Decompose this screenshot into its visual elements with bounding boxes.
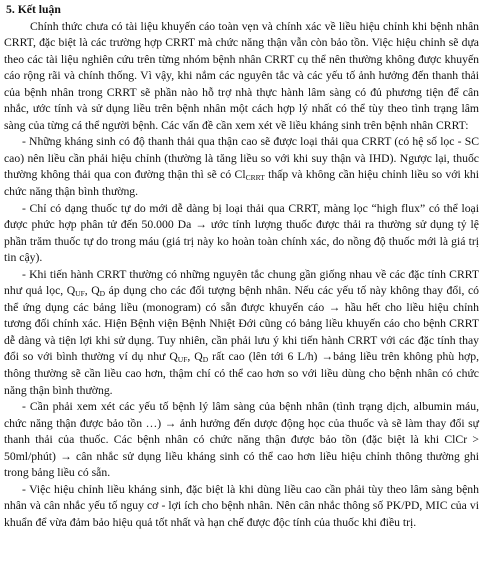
subscript-crrt: CRRT: [245, 173, 265, 183]
subscript-uf: UF: [75, 289, 85, 299]
bullet-text: , Q: [84, 284, 100, 298]
section-title: Kết luận: [17, 3, 61, 16]
subscript-uf: UF: [177, 355, 188, 365]
bullet-paragraph-crrt-settings: [4, 267, 479, 399]
section-heading: [6, 2, 479, 19]
subscript-d: D: [99, 289, 106, 299]
bullet-paragraph-renal-clearance: [4, 134, 479, 200]
section-number: 5.: [6, 3, 15, 16]
bullet-paragraph-free-drug: - Chỉ có dạng thuốc tự do mới dễ dàng bị loại thải qua CRRT, màng lọc “high flux” có thể loại được phức hợp phân tử đến 50.000 Da → ước tính lượng thuốc được thải ra thường sử dụng tỷ lệ phần trăm thuốc tự do trong máu (giá trị này ko hoàn toàn chính xác, do nồng độ thuốc mới là giá trị tin cậy).: [4, 201, 479, 265]
bullet-text: áp dụng cho các đối tượng bệnh nhân. Nếu các yếu tố này không thay đổi, có thể ứng dụng các bảng liều (monogram) có sẵn được khuyến cáo → hầu hết cho liều hiệu chỉnh tương đối chính xác. Hiện Bệnh viện Bệnh Nhiệt Đới cũng có bảng liều khuyến cáo cho bệnh CRRT dễ dàng và tiện lợi khi sử dụng. Tuy nhiên, cần phải lưu ý khi tiến hành CRRT với các đặc tính thay đổi so với bình thường ví dụ như Q: [4, 284, 479, 364]
bullet-text: - Những kháng sinh có độ thanh thải qua thận cao sẽ được loại thải qua CRRT (có hệ số lọc - SC cao) nên liều cần phải hiệu chỉnh (thường là tăng liều so với khi suy thận và IHD). Ngược lại, thuốc thường không thải qua con đường thận thì sẽ có Cl: [4, 135, 479, 182]
bullet-text: rất cao (lên tới 6 L/h) →bảng liều trên không phù hợp, thông thường sẽ cần liều cao hơn, thậm chí có thể cao hơn so với liều dùng cho bệnh nhân có chức năng thận bình thường.: [4, 350, 479, 397]
bullet-paragraph-dose-adjustment: - Việc hiệu chỉnh liều kháng sinh, đặc biệt là khi dùng liều cao cần phải tùy theo lâm sàng bệnh nhân và cân nhắc yếu tố nguy cơ - lợi ích cho bệnh nhân. Nên cân nhắc thông số PK/PD, MIC của vi khuẩn để vừa đảm bảo hiệu quả tốt nhất và hạn chế được độc tính của thuốc khi điều trị.: [4, 482, 479, 529]
bullet-text: , Q: [187, 350, 203, 364]
bullet-paragraph-clinical-factors: - Cần phải xem xét các yếu tố bệnh lý lâm sàng của bệnh nhân (tình trạng dịch, albumin máu, chức năng thận được bảo tồn …) → ảnh hưởng đến dược động học của thuốc và sẽ làm thay đổi sự thanh thải của thuốc. Các bệnh nhân có chức năng thận được bảo tồn (đặc biệt là khi ClCr > 50ml/phút) → cân nhắc sử dụng liều kháng sinh có thể cao hơn liều hiệu chỉnh thông thường ghi trong bảng liều có sẵn.: [4, 400, 479, 480]
subscript-d: D: [202, 355, 209, 365]
bullet-text-tail: thấp và không cần hiệu chỉnh liều so với khi chức năng thận bình thường.: [4, 168, 479, 199]
bullet-text: - Khi tiến hành CRRT thường có những nguyên tắc chung gần giống nhau về các đặc tính CRRT như quả lọc, Q: [4, 267, 479, 298]
intro-paragraph: Chính thức chưa có tài liệu khuyến cáo toàn vẹn và chính xác về liều hiệu chỉnh khi bệnh nhân CRRT, đặc biệt là các trường hợp CRRT mà chức năng thận vẫn còn bảo tồn. Việc hiệu chỉnh sẽ dựa theo các tài liệu nghiên cứu trên từng nhóm bệnh nhân CRRT cụ thể nên thường không được khuyến cáo rộng rãi và chính thống. Vì vậy, khi nắm các nguyên tắc và các yếu tố ảnh hưởng đến thanh thải của bệnh nhân trong CRRT sẽ phần nào hỗ trợ nhà thực hành lâm sàng có đủ phương tiện để cân nhắc, ước tính và sử dụng liều trên bệnh nhân một cách hợp lý nhất có thể tùy theo tình trạng lâm sàng của từng cá thể người bệnh. Các vấn đề cần xem xét về liều kháng sinh trên bệnh nhân CRRT:: [4, 19, 479, 132]
